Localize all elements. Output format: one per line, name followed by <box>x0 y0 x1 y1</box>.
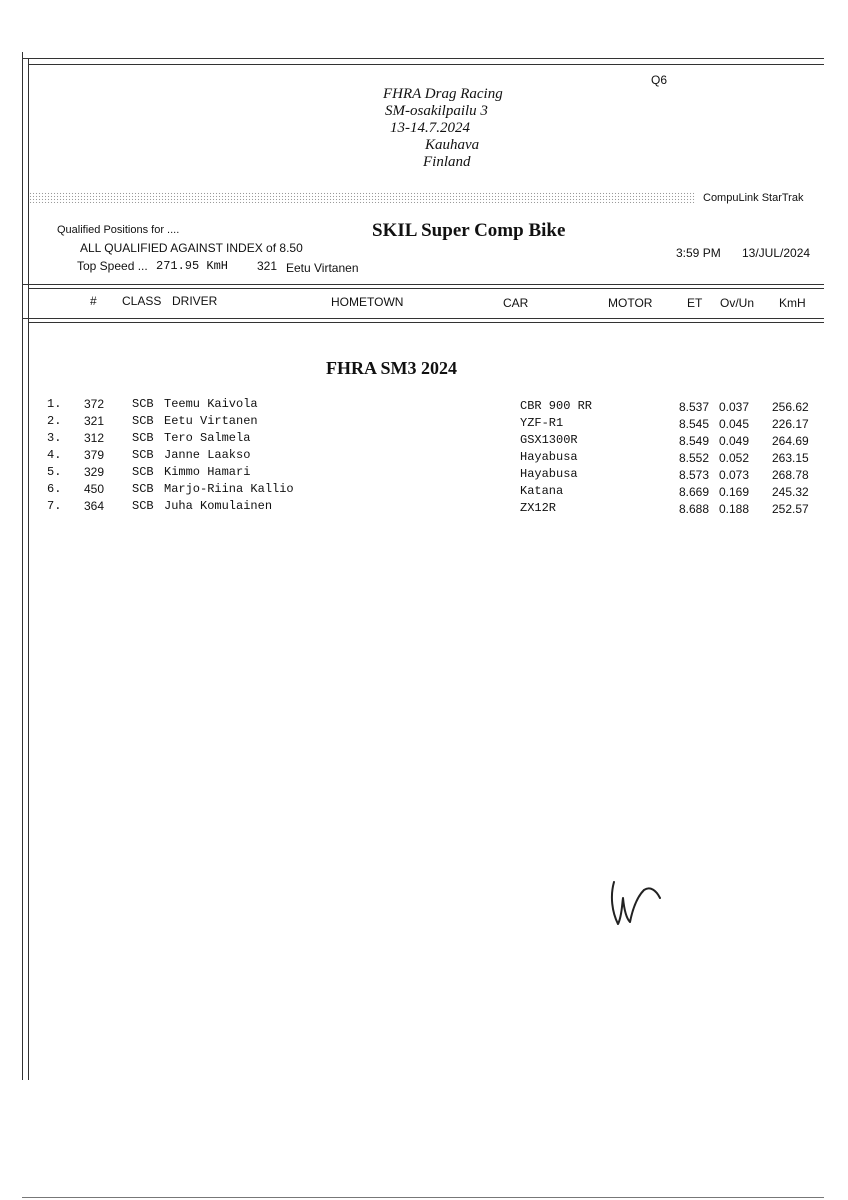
index-line: ALL QUALIFIED AGAINST INDEX of 8.50 <box>80 241 303 255</box>
col-et: ET <box>687 296 703 310</box>
row-et: 8.549 <box>679 434 710 448</box>
row-et: 8.573 <box>679 468 710 482</box>
event-line-2: SM-osakilpailu 3 <box>385 103 488 119</box>
handwritten-signature <box>600 868 670 938</box>
qualified-label: Qualified Positions for .... <box>57 224 180 236</box>
print-date: 13/JUL/2024 <box>742 246 811 260</box>
left-border-inner <box>28 58 29 1080</box>
row-et: 8.688 <box>679 502 710 516</box>
row-driver: Juha Komulainen <box>164 499 273 513</box>
top-speed-label: Top Speed ... <box>77 259 148 273</box>
row-car: Katana <box>520 484 564 498</box>
col-kmh: KmH <box>779 296 806 310</box>
top-speed-driver: Eetu Virtanen <box>286 261 359 275</box>
row-ovun: 0.052 <box>719 451 750 465</box>
row-position: 4. <box>47 448 62 462</box>
event-line-3: 13-14.7.2024 <box>390 120 470 136</box>
row-driver: Eetu Virtanen <box>164 414 258 428</box>
row-kmh: 256.62 <box>772 400 809 414</box>
row-car: GSX1300R <box>520 433 578 447</box>
left-border <box>22 52 23 1080</box>
row-class: SCB <box>132 482 154 496</box>
header-rule-top-2 <box>28 288 824 289</box>
row-class: SCB <box>132 448 154 462</box>
row-position: 7. <box>47 499 62 513</box>
row-ovun: 0.037 <box>719 400 750 414</box>
row-number: 364 <box>84 499 105 513</box>
row-ovun: 0.045 <box>719 417 750 431</box>
row-car: YZF-R1 <box>520 416 564 430</box>
row-et: 8.552 <box>679 451 710 465</box>
row-position: 2. <box>47 414 62 428</box>
row-ovun: 0.049 <box>719 434 750 448</box>
row-position: 1. <box>47 397 62 411</box>
top-border-outer <box>28 64 824 65</box>
top-speed-value: 271.95 KmH <box>156 259 229 273</box>
row-driver: Tero Salmela <box>164 431 251 445</box>
row-class: SCB <box>132 465 154 479</box>
print-time: 3:59 PM <box>676 246 721 260</box>
row-kmh: 226.17 <box>772 417 809 431</box>
row-car: CBR 900 RR <box>520 399 593 413</box>
top-border <box>22 58 824 59</box>
row-car: Hayabusa <box>520 467 578 481</box>
event-line-4: Kauhava <box>425 137 480 153</box>
row-number: 379 <box>84 448 105 462</box>
row-position: 3. <box>47 431 62 445</box>
row-number: 321 <box>84 414 105 428</box>
row-kmh: 245.32 <box>772 485 809 499</box>
row-car: Hayabusa <box>520 450 578 464</box>
row-number: 329 <box>84 465 105 479</box>
row-driver: Kimmo Hamari <box>164 465 251 479</box>
top-speed-number: 321 <box>257 259 278 273</box>
row-number: 450 <box>84 482 105 496</box>
row-class: SCB <box>132 431 154 445</box>
row-et: 8.669 <box>679 485 710 499</box>
row-kmh: 252.57 <box>772 502 809 516</box>
row-driver: Teemu Kaivola <box>164 397 258 411</box>
bottom-rule <box>22 1197 824 1198</box>
col-num: # <box>90 294 97 308</box>
section-title: FHRA SM3 2024 <box>326 358 458 378</box>
row-driver: Janne Laakso <box>164 448 251 462</box>
col-motor: MOTOR <box>608 296 653 310</box>
row-kmh: 268.78 <box>772 468 809 482</box>
row-kmh: 264.69 <box>772 434 809 448</box>
class-title: SKIL Super Comp Bike <box>372 220 566 241</box>
col-car: CAR <box>503 296 529 310</box>
row-position: 6. <box>47 482 62 496</box>
header-rule-bottom <box>22 318 824 319</box>
row-kmh: 263.15 <box>772 451 809 465</box>
row-et: 8.545 <box>679 417 710 431</box>
col-class: CLASS <box>122 294 162 308</box>
event-line-5: Finland <box>423 154 471 170</box>
row-class: SCB <box>132 397 154 411</box>
row-et: 8.537 <box>679 400 710 414</box>
software-name: CompuLink StarTrak <box>703 192 804 204</box>
row-number: 372 <box>84 397 105 411</box>
col-hometown: HOMETOWN <box>331 295 404 309</box>
row-number: 312 <box>84 431 105 445</box>
dotted-separator-band <box>29 192 695 203</box>
row-ovun: 0.188 <box>719 502 750 516</box>
row-car: ZX12R <box>520 501 557 515</box>
header-rule-bottom-2 <box>28 322 824 323</box>
col-ovun: Ov/Un <box>720 296 755 310</box>
header-rule-top <box>22 284 824 285</box>
row-driver: Marjo-Riina Kallio <box>164 482 294 496</box>
row-ovun: 0.169 <box>719 485 750 499</box>
row-class: SCB <box>132 414 154 428</box>
row-ovun: 0.073 <box>719 468 750 482</box>
row-position: 5. <box>47 465 62 479</box>
report-code: Q6 <box>651 73 668 87</box>
col-driver: DRIVER <box>172 294 218 308</box>
event-line-1: FHRA Drag Racing <box>383 86 503 102</box>
row-class: SCB <box>132 499 154 513</box>
